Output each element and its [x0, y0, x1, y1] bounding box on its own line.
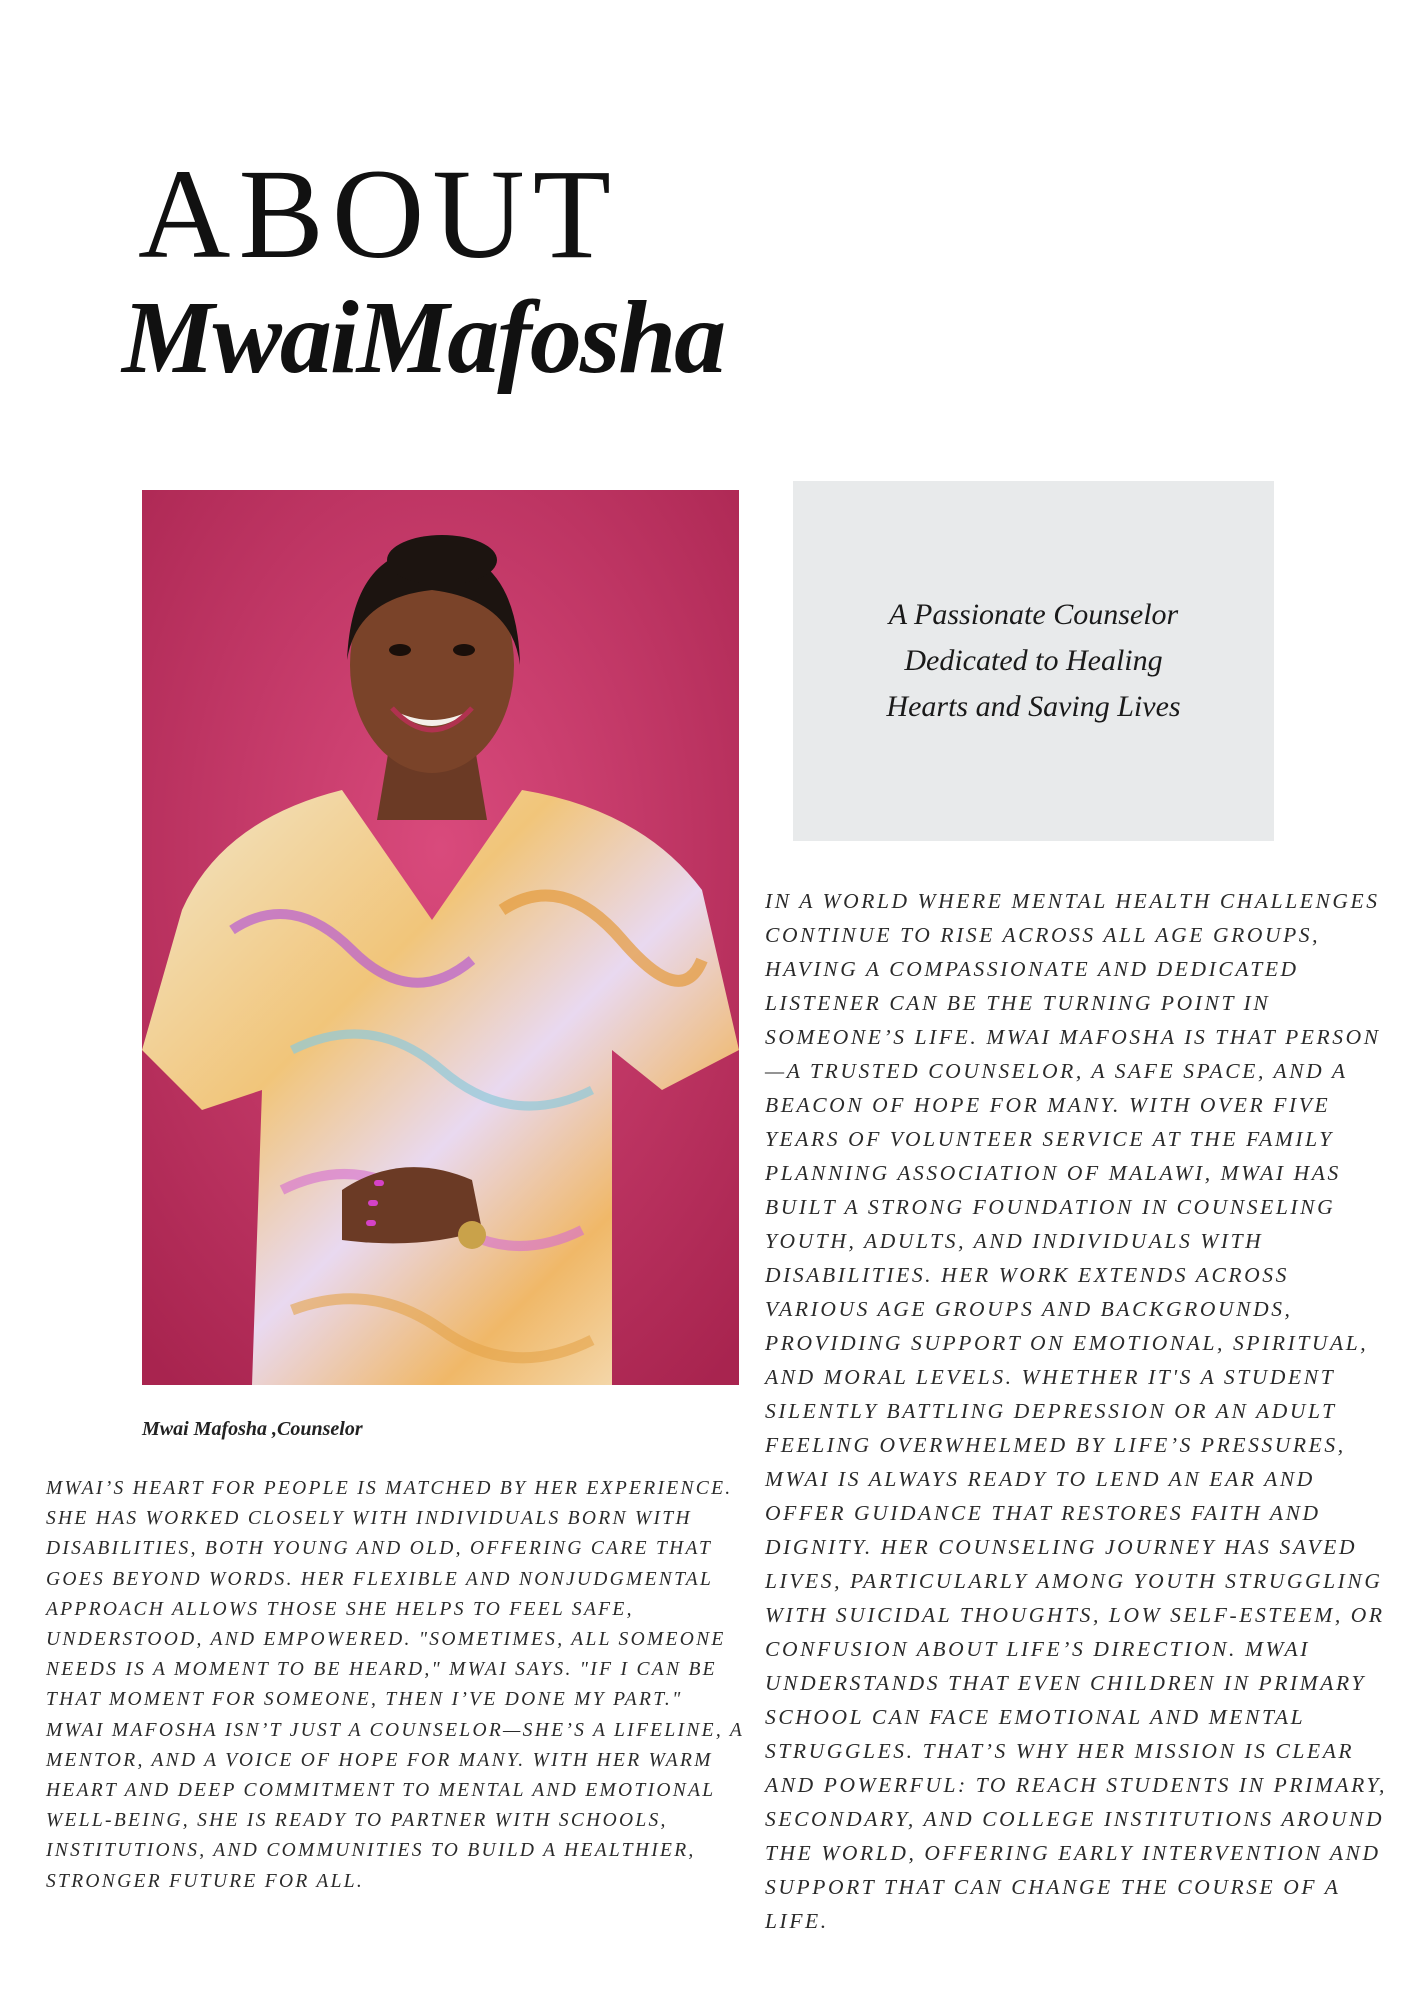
pull-quote-line: Hearts and Saving Lives: [886, 690, 1181, 723]
photo-caption: Mwai Mafosha ,Counselor: [142, 1418, 363, 1440]
pull-quote-line: Dedicated to Healing: [904, 644, 1163, 677]
body-column-left: [46, 1474, 746, 1897]
portrait-illustration: [142, 490, 739, 1385]
pull-quote-box: [793, 481, 1274, 841]
body-paragraph: IN A WORLD WHERE MENTAL HEALTH CHALLENGES CONTINUE TO RISE ACROSS ALL AGE GROUPS, HAVING A COMPASSIONATE AND DEDICATED LISTENER CAN BE THE TURNING POINT IN SOMEONE’S LIFE. MWAI MAFOSHA IS THAT PERSON—A TRUSTED COUNSELOR, A SAFE SPACE, AND A BEACON OF HOPE FOR MANY. WITH OVER FIVE YEARS OF VOLUNTEER SERVICE AT THE FAMILY PLANNING ASSOCIATION OF MALAWI, MWAI HAS BUILT A STRONG FOUNDATION IN COUNSELING YOUTH, ADULTS, AND INDIVIDUALS WITH DISABILITIES. HER WORK EXTENDS ACROSS VARIOUS AGE GROUPS AND BACKGROUNDS, PROVIDING SUPPORT ON EMOTIONAL, SPIRITUAL, AND MORAL LEVELS. WHETHER IT'S A STUDENT SILENTLY BATTLING DEPRESSION OR AN ADULT FEELING OVERWHELMED BY LIFE’S PRESSURES, MWAI IS ALWAYS READY TO LEND AN EAR AND OFFER GUIDANCE THAT RESTORES FAITH AND DIGNITY. HER COUNSELING JOURNEY HAS SAVED LIVES, PARTICULARLY AMONG YOUTH STRUGGLING WITH SUICIDAL THOUGHTS, LOW SELF-ESTEEM, OR CONFUSION ABOUT LIFE’S DIRECTION. MWAI UNDERSTANDS THAT EVEN CHILDREN IN PRIMARY SCHOOL CAN FACE EMOTIONAL AND MENTAL STRUGGLES. THAT’S WHY HER MISSION IS CLEAR AND POWERFUL: TO REACH STUDENTS IN PRIMARY, SECONDARY, AND COLLEGE INSTITUTIONS AROUND THE WORLD, OFFERING EARLY INTERVENTION AND SUPPORT THAT CAN CHANGE THE COURSE OF A LIFE.: [765, 889, 1388, 1933]
pull-quote: [864, 592, 1204, 730]
pull-quote-line: A Passionate Counselor: [888, 598, 1179, 631]
portrait-photo: [142, 490, 739, 1385]
body-column-right: [765, 884, 1397, 1938]
page-title: ABOUT: [138, 143, 619, 285]
body-paragraph: MWAI MAFOSHA ISN’T JUST A COUNSELOR—SHE’S A LIFELINE, A MENTOR, AND A VOICE OF HOPE FOR MANY. WITH HER WARM HEART AND DEEP COMMITMENT TO MENTAL AND EMOTIONAL WELL-BEING, SHE IS READY TO PARTNER WITH SCHOOLS, INSTITUTIONS, AND COMMUNITIES TO BUILD A HEALTHIER, STRONGER FUTURE FOR ALL.: [46, 1719, 744, 1892]
body-paragraph: MWAI’S HEART FOR PEOPLE IS MATCHED BY HER EXPERIENCE. SHE HAS WORKED CLOSELY WITH INDIVIDUALS BORN WITH DISABILITIES, BOTH YOUNG AND OLD, OFFERING CARE THAT GOES BEYOND WORDS. HER FLEXIBLE AND NONJUDGMENTAL APPROACH ALLOWS THOSE SHE HELPS TO FEEL SAFE, UNDERSTOOD, AND EMPOWERED. "SOMETIMES, ALL SOMEONE NEEDS IS A MOMENT TO BE HEARD," MWAI SAYS. "IF I CAN BE THAT MOMENT FOR SOMEONE, THEN I’VE DONE MY PART.": [46, 1478, 733, 1711]
subject-name: MwaiMafosha: [122, 280, 725, 395]
